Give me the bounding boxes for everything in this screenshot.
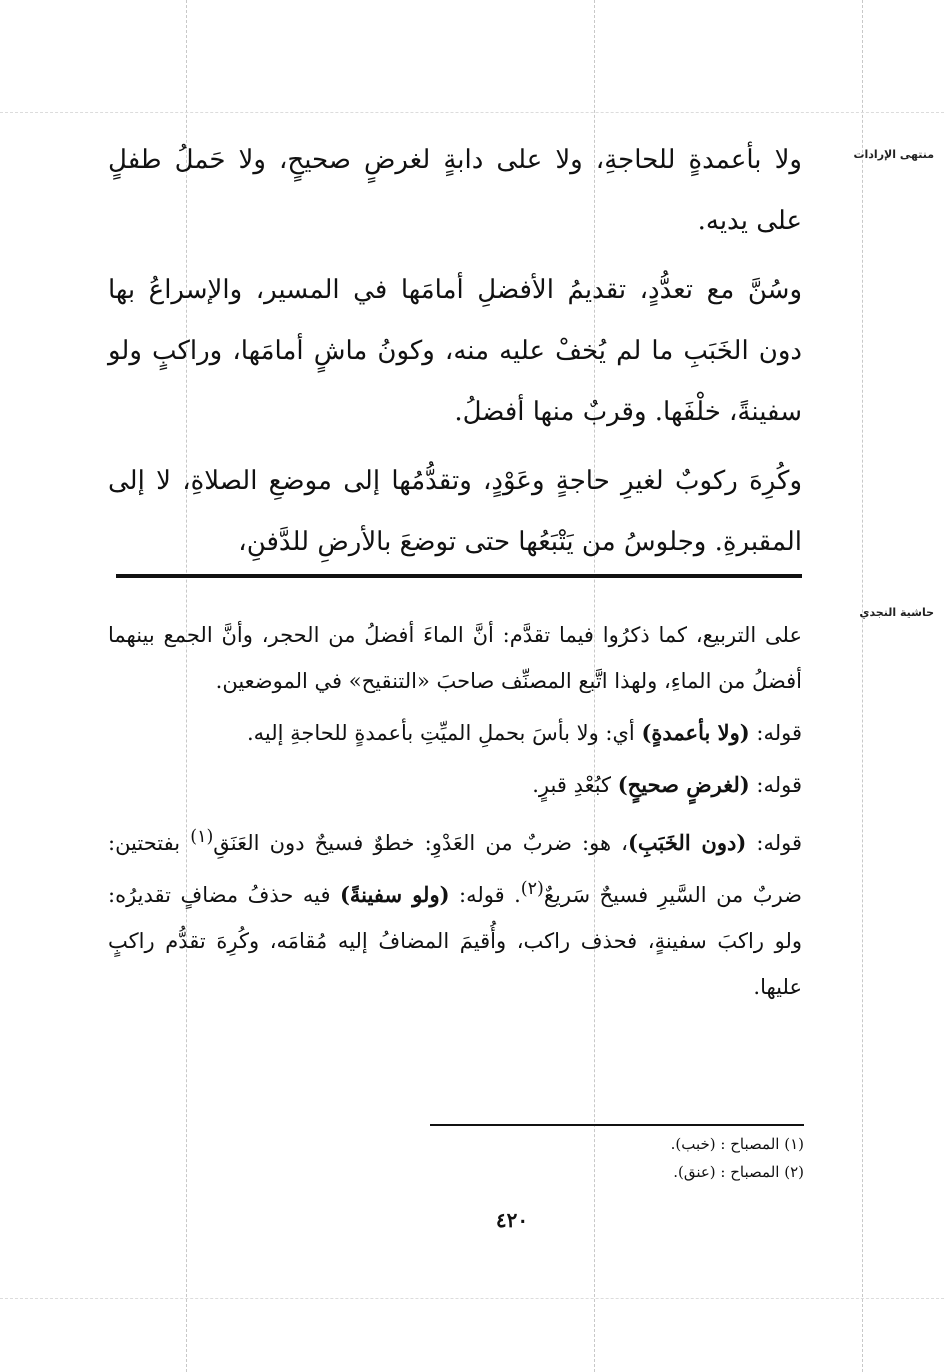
commentary-paragraph: على التربيع، كما ذكرُوا فيما تقدَّم: أنَّ الماءَ أفضلُ من الحجر، وأنَّ الجمع بينهما أفضلُ من الماءِ، ولهذا اتَّبع المصنِّف صاحبَ «التنقيح» في الموضعين. [108,623,802,693]
commentary-text [108,612,802,1010]
section-divider [116,574,802,578]
scan-guide-line [862,0,863,1372]
main-paragraph: وكُرِهَ ركوبٌ لغيرِ حاجةٍ وعَوْدٍ، وتقدُّمُها إلى موضعِ الصلاةِ، لا إلى المقبرةِ. وجلوسُ من يَتْبَعُها حتى توضعَ بالأرضِ للدَّفنِ، [108,466,802,557]
main-text [108,130,802,573]
main-paragraph: ولا بأعمدةٍ للحاجةِ، ولا على دابةٍ لغرضٍ صحيحٍ، ولا حَملُ طفلٍ على يديه. [108,145,802,236]
scan-guide-line [0,112,944,113]
quoted-term: (لغرضٍ صحيحٍ) [617,772,750,797]
footnote: (٢) المصباح : (عنق). [673,1163,804,1181]
side-label-hashiya: حاشية النجدي [859,606,934,619]
footnotes [430,1130,804,1186]
quoted-term: (ولا بأعمدةٍ) [641,720,750,745]
footnote-divider [430,1124,804,1126]
side-label-matn: منتهى الإرادات [853,148,934,161]
quoted-term: (ولو سفينةً) [339,882,450,907]
commentary-paragraph: قوله: (لغرضٍ صحيحٍ) كبُعْدِ قبرٍ. [532,772,802,797]
commentary-paragraph: قوله: (ولا بأعمدةٍ) أي: ولا بأسَ بحملِ الميِّتِ بأعمدةٍ للحاجةِ إليه. [246,720,802,745]
footnote-ref: (١) [190,827,214,847]
scan-guide-line [0,1298,944,1299]
commentary-paragraph: قوله: (دون الخَبَبِ)، هو: ضربٌ من العَدْوِ: خطوٌ فسيحٌ دون العَنَقِ$^{(١)}$ بفتحتين: ضربٌ من السَّيرِ فسيحٌ سَريعٌ$^{(٢)}$. قوله: (ولو سفينةً) فيه حذفُ مضافٍ تقديرُه: ولو راكبَ سفينةٍ، فحذف راكب، وأُقيمَ المضافُ إليه مُقامَه، وكُرِهَ تقدُّم راكبٍ عليها. [108,827,803,999]
footnote-ref: (٢) [520,879,544,899]
page-number: ٤٢٠ [495,1208,529,1232]
main-paragraph: وسُنَّ مع تعدُّدٍ، تقديمُ الأفضلِ أمامَها في المسير، والإسراعُ بها دون الخَبَبِ ما لم يُخفْ عليه منه، وكونُ ماشٍ أمامَها، وراكبٍ ولو سفينةً، خلْفَها. وقربٌ منها أفضلُ. [108,275,803,427]
footnote: (١) المصباح : (خبب). [670,1135,804,1153]
quoted-term: (دون الخَبَبِ) [627,830,747,855]
